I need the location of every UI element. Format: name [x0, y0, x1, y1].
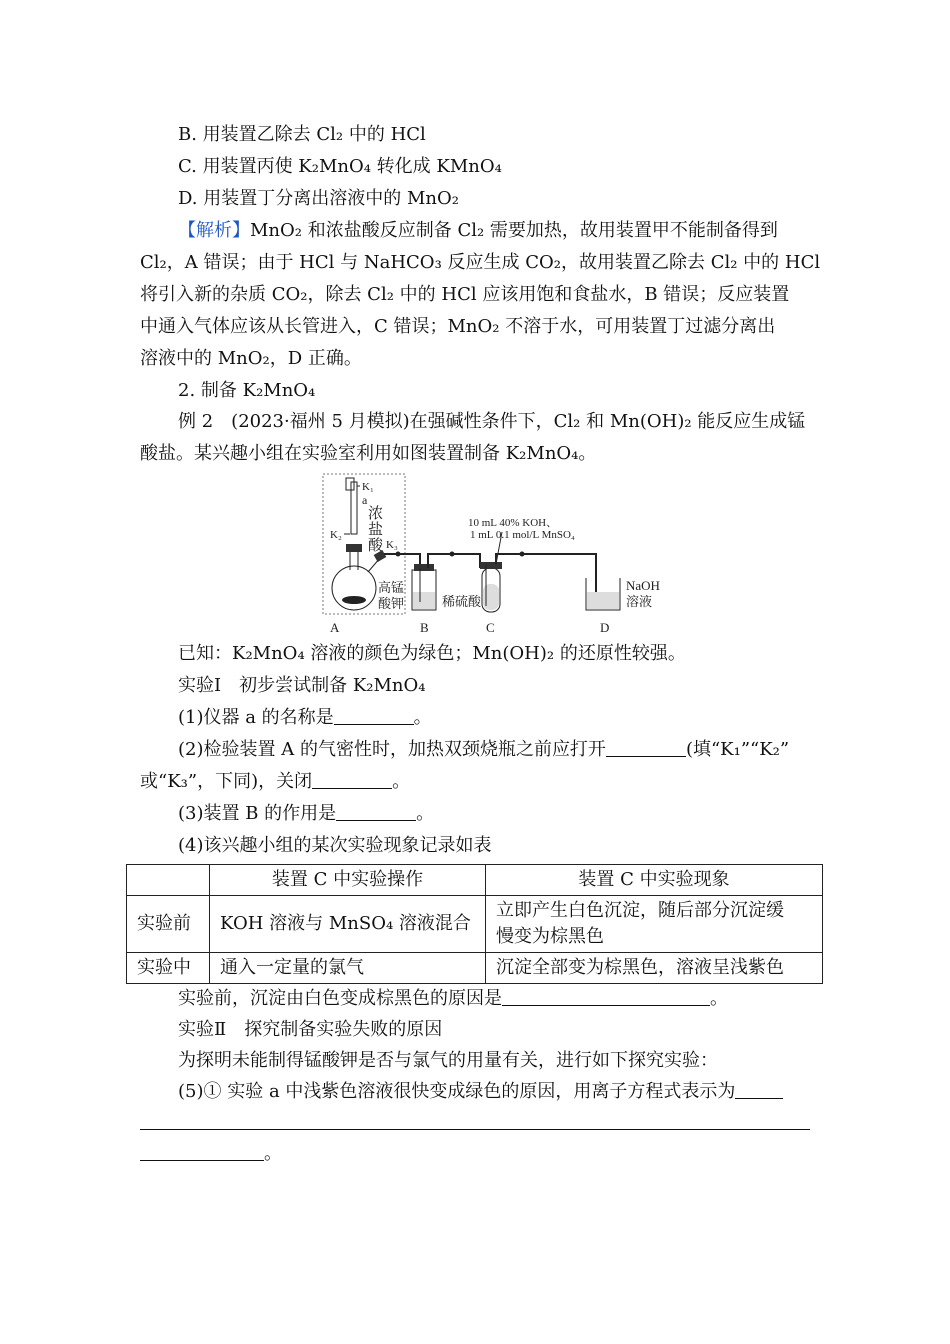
analysis-line-1: [178, 220, 778, 242]
period: 。: [413, 707, 432, 728]
label-D: D: [600, 620, 610, 635]
label-kmno4-1: 高锰: [378, 580, 405, 595]
period: 。: [264, 1143, 282, 1164]
question-2-text-2: 或“K₃”，下同)，关闭: [140, 771, 313, 792]
table-cell: 沉淀全部变为棕黑色，溶液呈浅紫色: [486, 953, 823, 984]
label-reagent-2: 1 mL 0.1 mol/L MnSO₄: [470, 529, 575, 541]
answer-blank[interactable]: [336, 804, 416, 821]
label-k3: K₃: [386, 539, 398, 551]
example-line-1: 例 2 (2023·福州 5 月模拟)在强碱性条件下，Cl₂ 和 Mn(OH)₂ 能反应生成锰: [178, 411, 806, 432]
label-kmno4-2: 酸钾: [378, 596, 405, 611]
reason-question: [178, 988, 728, 1010]
question-2-hint: (填“K₁”“K₂”: [685, 739, 790, 760]
period: 。: [710, 988, 728, 1009]
analysis-line-5: 溶液中的 MnO₂，D 正确。: [140, 348, 362, 369]
explore-text: 为探明未能制得锰酸钾是否与氯气的用量有关，进行如下探究实验：: [178, 1050, 718, 1071]
experiment-1-title: 实验Ⅰ 初步尝试制备 K₂MnO₄: [178, 675, 426, 696]
svg-text:盐: 盐: [368, 522, 384, 538]
label-C: C: [486, 620, 495, 635]
question-1: [178, 707, 432, 729]
answer-blank[interactable]: [735, 1082, 783, 1099]
question-5: [178, 1081, 783, 1103]
reason-text: 实验前，沉淀由白色变成棕黑色的原因是: [178, 988, 502, 1009]
label-solution: 溶液: [626, 594, 653, 609]
answer-blank[interactable]: [312, 772, 392, 789]
analysis-line-2: Cl₂，A 错误；由于 HCl 与 NaHCO₃ 反应生成 CO₂，故用装置乙除去 Cl₂ 中的 HCl: [140, 252, 821, 273]
kmno4-solid: [342, 596, 366, 604]
table-row: [127, 953, 823, 984]
known-info: 已知：K₂MnO₄ 溶液的颜色为绿色；Mn(OH)₂ 的还原性较强。: [178, 643, 686, 664]
analysis-line-4: 中通入气体应该从长管进入，C 错误；MnO₂ 不溶于水，可用装置丁过滤分离出: [140, 316, 776, 337]
table-cell: 实验中: [127, 953, 210, 984]
label-naoh: NaOH: [626, 578, 660, 593]
label-k2: K₂: [330, 529, 342, 541]
label-conc-hcl: [368, 505, 384, 554]
table-cell: 实验前: [127, 896, 210, 953]
answer-blank[interactable]: [140, 1144, 264, 1161]
table-header-cell: [127, 865, 210, 896]
question-3-text: (3)装置 B 的作用是: [178, 803, 337, 824]
apparatus-figure: [320, 472, 690, 638]
analysis-line-3: 将引入新的杂质 CO₂，除去 Cl₂ 中的 HCl 应该用饱和食盐水，B 错误；反应装置: [140, 284, 790, 305]
label-dilute-h2so4: 稀硫酸: [442, 594, 482, 609]
option-b: B. 用装置乙除去 Cl₂ 中的 HCl: [178, 124, 426, 145]
table-header-cell: 装置 C 中实验操作: [210, 865, 486, 896]
period: 。: [416, 803, 435, 824]
answer-line: [140, 1112, 810, 1134]
answer-blank[interactable]: [334, 708, 414, 725]
example-line-2: 酸盐。某兴趣小组在实验室利用如图装置制备 K₂MnO₄。: [140, 443, 597, 464]
analysis-tag: 【解析】: [178, 220, 250, 241]
question-3: [178, 803, 434, 825]
table-header-row: [127, 865, 823, 896]
question-4: (4)该兴趣小组的某次实验现象记录如表: [178, 835, 492, 856]
question-2: [178, 739, 789, 761]
answer-line-end: [140, 1143, 282, 1165]
table-cell: [486, 896, 823, 953]
experiment-2-title: 实验Ⅱ 探究制备实验失败的原因: [178, 1019, 443, 1040]
question-2-text: (2)检验装置 A 的气密性时，加热双颈烧瓶之前应打开: [178, 739, 606, 760]
observation-table: [126, 864, 823, 984]
section-title: 2. 制备 K₂MnO₄: [178, 380, 316, 401]
label-reagent-1: 10 mL 40% KOH、: [468, 517, 558, 529]
svg-text:酸: 酸: [368, 538, 384, 554]
question-2-cont: [140, 771, 410, 793]
option-d: D. 用装置丁分离出溶液中的 MnO₂: [178, 188, 459, 209]
analysis-text-1: MnO₂ 和浓盐酸反应制备 Cl₂ 需要加热，故用装置甲不能制备得到: [250, 220, 778, 241]
flask-stopper: [346, 544, 362, 552]
label-A: A: [330, 620, 340, 635]
answer-blank[interactable]: [606, 740, 686, 757]
cell-line: 慢变为棕黑色: [496, 926, 604, 947]
question-1-text: (1)仪器 a 的名称是: [178, 707, 334, 728]
label-k1: K₁: [362, 481, 374, 493]
question-5-text: (5)① 实验 a 中浅紫色溶液很快变成绿色的原因，用离子方程式表示为: [178, 1081, 736, 1102]
period: 。: [392, 771, 411, 792]
answer-blank[interactable]: [140, 1113, 810, 1130]
option-c: C. 用装置丙使 K₂MnO₄ 转化成 KMnO₄: [178, 156, 502, 177]
cell-line: 立即产生白色沉淀，随后部分沉淀缓: [496, 900, 784, 921]
label-a: a: [362, 493, 368, 507]
svg-text:浓: 浓: [368, 506, 384, 522]
table-row: [127, 896, 823, 953]
answer-blank[interactable]: [502, 989, 710, 1006]
label-B: B: [420, 620, 429, 635]
table-cell: KOH 溶液与 MnSO₄ 溶液混合: [210, 896, 486, 953]
table-header-cell: 装置 C 中实验现象: [486, 865, 823, 896]
table-cell: 通入一定量的氯气: [210, 953, 486, 984]
